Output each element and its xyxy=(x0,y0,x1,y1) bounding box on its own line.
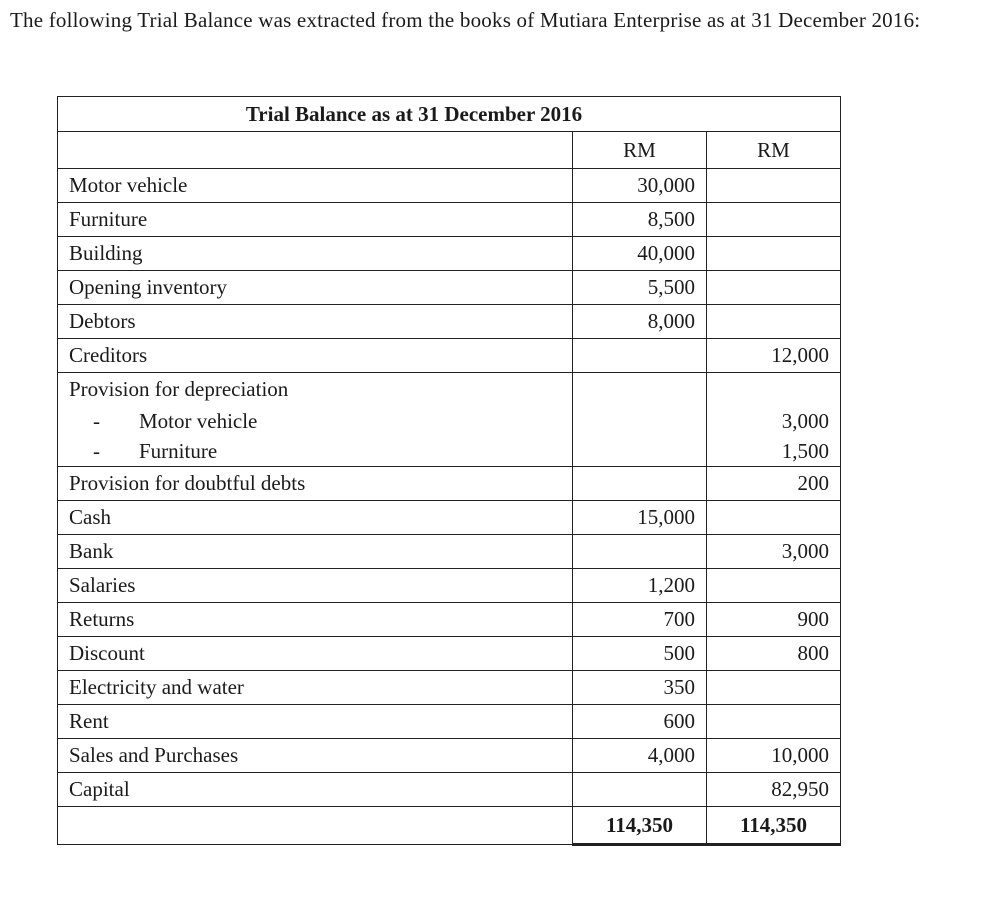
table-row xyxy=(58,535,841,569)
credit-cell: 10,000 xyxy=(707,739,841,773)
debit-header: RM xyxy=(573,132,707,169)
credit-cell xyxy=(707,271,841,305)
credit-total: 114,350 xyxy=(707,807,841,845)
table-row xyxy=(58,501,841,535)
row-label: Motor vehicle xyxy=(58,169,573,203)
credit-cell xyxy=(707,671,841,705)
table-title-row xyxy=(58,97,841,132)
debit-cell: 350 xyxy=(573,671,707,705)
table-title: Trial Balance as at 31 December 2016 xyxy=(58,97,841,132)
row-label: Creditors xyxy=(58,339,573,373)
table-row xyxy=(58,237,841,271)
row-label: Opening inventory xyxy=(58,271,573,305)
table-row xyxy=(58,406,841,436)
table-row xyxy=(58,705,841,739)
debit-cell: 600 xyxy=(573,705,707,739)
row-label: Electricity and water xyxy=(58,671,573,705)
sub-item-label: Motor vehicle xyxy=(139,408,258,433)
credit-cell: 12,000 xyxy=(707,339,841,373)
debit-cell: 700 xyxy=(573,603,707,637)
credit-cell: 800 xyxy=(707,637,841,671)
credit-cell: 3,000 xyxy=(707,406,841,436)
row-label: Rent xyxy=(58,705,573,739)
row-label: Provision for doubtful debts xyxy=(58,467,573,501)
table-row xyxy=(58,739,841,773)
table-row xyxy=(58,271,841,305)
row-label: Bank xyxy=(58,535,573,569)
intro-text: The following Trial Balance was extracted from the books of Mutiara Enterprise as at 31 December 2016: xyxy=(10,8,921,32)
table-row xyxy=(58,569,841,603)
credit-header: RM xyxy=(707,132,841,169)
table-row xyxy=(58,603,841,637)
credit-cell: 200 xyxy=(707,467,841,501)
totals-row xyxy=(58,807,841,845)
credit-cell: 3,000 xyxy=(707,535,841,569)
debit-cell: 8,000 xyxy=(573,305,707,339)
debit-cell xyxy=(573,406,707,436)
row-label xyxy=(58,406,573,436)
debit-total: 114,350 xyxy=(573,807,707,845)
row-label: Capital xyxy=(58,773,573,807)
debit-cell: 1,200 xyxy=(573,569,707,603)
credit-cell xyxy=(707,203,841,237)
debit-cell xyxy=(573,773,707,807)
credit-cell: 900 xyxy=(707,603,841,637)
credit-cell xyxy=(707,705,841,739)
debit-cell: 4,000 xyxy=(573,739,707,773)
credit-cell xyxy=(707,373,841,407)
credit-cell xyxy=(707,169,841,203)
table-row xyxy=(58,773,841,807)
row-label: Returns xyxy=(58,603,573,637)
table-row xyxy=(58,169,841,203)
debit-cell: 15,000 xyxy=(573,501,707,535)
row-label: Salaries xyxy=(58,569,573,603)
debit-cell: 500 xyxy=(573,637,707,671)
row-label: Cash xyxy=(58,501,573,535)
table-row xyxy=(58,373,841,407)
row-label: Discount xyxy=(58,637,573,671)
debit-cell xyxy=(573,467,707,501)
debit-cell: 8,500 xyxy=(573,203,707,237)
dash-marker: - xyxy=(93,408,100,433)
trial-balance-table xyxy=(57,96,841,846)
header-blank xyxy=(58,132,573,169)
row-label xyxy=(58,436,573,467)
credit-cell: 1,500 xyxy=(707,436,841,467)
credit-cell xyxy=(707,237,841,271)
table-row xyxy=(58,339,841,373)
credit-cell xyxy=(707,305,841,339)
debit-cell: 5,500 xyxy=(573,271,707,305)
debit-cell: 40,000 xyxy=(573,237,707,271)
table-row xyxy=(58,436,841,467)
table-row xyxy=(58,637,841,671)
debit-cell: 30,000 xyxy=(573,169,707,203)
dash-marker: - xyxy=(93,438,100,463)
credit-cell xyxy=(707,569,841,603)
totals-label-cell xyxy=(58,807,573,845)
debit-cell xyxy=(573,373,707,407)
row-label: Sales and Purchases xyxy=(58,739,573,773)
row-label: Furniture xyxy=(58,203,573,237)
debit-cell xyxy=(573,535,707,569)
row-label: Building xyxy=(58,237,573,271)
credit-cell: 82,950 xyxy=(707,773,841,807)
table-row xyxy=(58,203,841,237)
row-label: Provision for depreciation xyxy=(58,373,573,407)
table-row xyxy=(58,671,841,705)
credit-cell xyxy=(707,501,841,535)
debit-cell xyxy=(573,339,707,373)
row-label: Debtors xyxy=(58,305,573,339)
table-row xyxy=(58,467,841,501)
table-row xyxy=(58,305,841,339)
header-row xyxy=(58,132,841,169)
sub-item-label: Furniture xyxy=(139,438,218,463)
debit-cell xyxy=(573,436,707,467)
